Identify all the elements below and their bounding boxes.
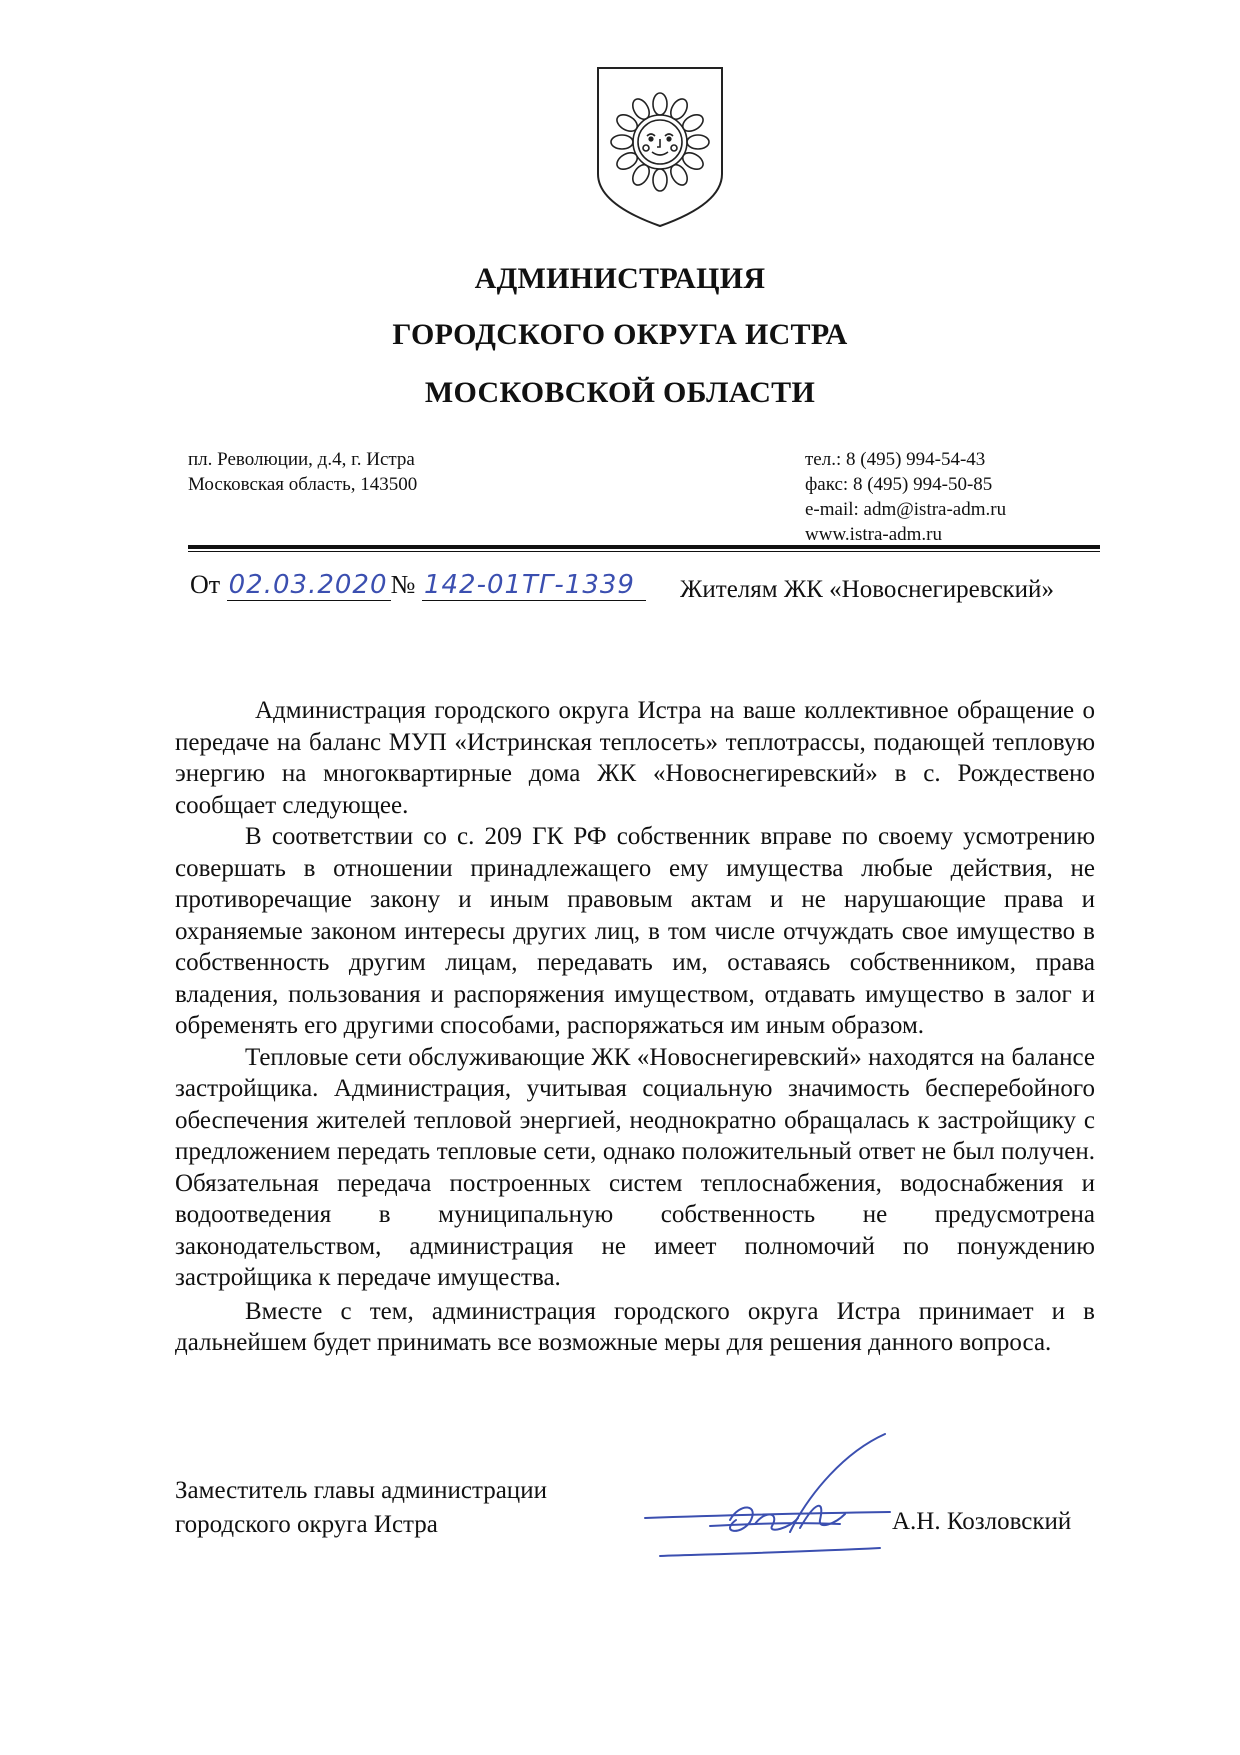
header-divider-thin	[188, 551, 1100, 552]
number-label: №	[390, 570, 416, 599]
reference-line	[190, 570, 646, 601]
sender-contacts	[805, 447, 1006, 547]
paragraph-1: Администрация городского округа Истра на ваше коллективное обращение о передаче на баланс МУП «Истринская теплосеть» теплотрассы, подающей тепловую энергию на многоквартирные дома ЖК «Новоснегиревский» в с. Рождествено сообщает следующее.	[175, 697, 1095, 819]
header-line-2: ГОРОДСКОГО ОКРУГА ИСТРА	[392, 318, 848, 351]
from-label: От	[190, 570, 221, 599]
signatory-title	[175, 1474, 547, 1542]
phone: тел.: 8 (495) 994-54-43	[805, 449, 986, 470]
signatory-title-line-2: городского округа Истра	[175, 1511, 438, 1538]
header-line-1: АДМИНИСТРАЦИЯ	[474, 262, 766, 295]
handwritten-number: 142-01ТГ-1339	[422, 570, 646, 601]
addressee: Жителям ЖК «Новоснегиревский»	[680, 576, 1054, 603]
letter-body	[175, 695, 1095, 1359]
sun-face-coat-of-arms-icon	[594, 64, 726, 230]
website: www.istra-adm.ru	[805, 524, 943, 545]
handwritten-signature	[640, 1432, 900, 1572]
address-line-1: пл. Революции, д.4, г. Истра	[188, 449, 415, 470]
address-line-2: Московская область, 143500	[188, 474, 418, 495]
header-line-3: МОСКОВСКОЙ ОБЛАСТИ	[424, 376, 816, 409]
signatory-name: А.Н. Козловский	[892, 1508, 1072, 1535]
paragraph-3: Тепловые сети обслуживающие ЖК «Новоснегиревский» находятся на балансе застройщика. Администрация, учитывая социальную значимость бесперебойного обеспечения жителей тепловой энергией, неоднократно обращалась к застройщику с предложением передать тепловые сети, однако положительный ответ не был получен. Обязательная передача построенных систем теплоснабжения, водоснабжения и водоотведения в муниципальную собственность не предусмотрена законодательством, администрация не имеет полномочий по понуждению застройщика к передаче имущества.	[175, 1043, 1095, 1291]
header-divider-thick	[188, 545, 1100, 549]
fax: факс: 8 (495) 994-50-85	[805, 474, 993, 495]
paragraph-2: В соответствии со с. 209 ГК РФ собственник вправе по своему усмотрению совершать в отношении принадлежащего ему имущества любые действия, не противоречащие закону и иным правовым актам и не нарушающие права и охраняемые законом интересы других лиц, в том числе отчуждать свое имущество в собственность другим лицам, передавать им, оставаясь собственником, права владения, пользования и распоряжения имуществом, отдавать имущество в залог и обременять его другими способами, распоряжаться им иным образом.	[175, 823, 1095, 1039]
paragraph-4: Вместе с тем, администрация городского округа Истра принимает и в дальнейшем будет принимать все возможные меры для решения данного вопроса.	[175, 1297, 1095, 1356]
signatory-title-line-1: Заместитель главы администрации	[175, 1477, 547, 1504]
handwritten-date: 02.03.2020	[227, 570, 391, 601]
sender-address	[188, 447, 417, 497]
email: e-mail: adm@istra-adm.ru	[805, 499, 1007, 520]
